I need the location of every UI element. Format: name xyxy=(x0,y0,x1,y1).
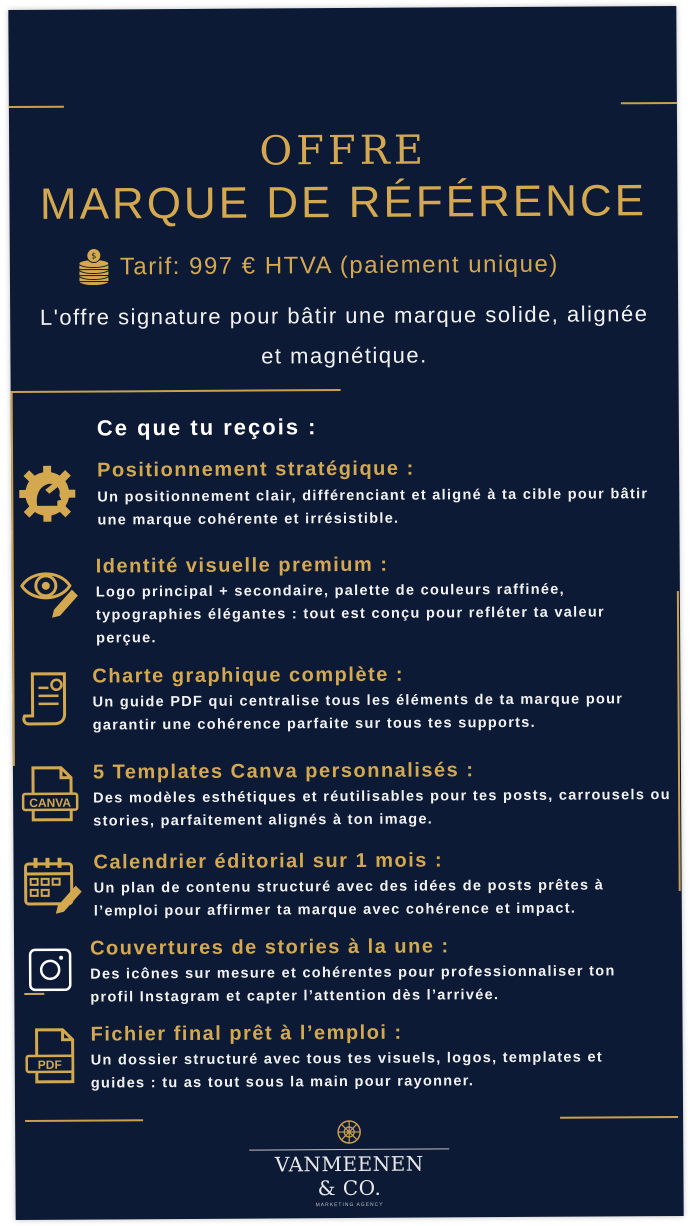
section-heading: Ce que tu reçois : xyxy=(96,414,318,441)
item-title: Charte graphique complète : xyxy=(92,663,405,688)
item-text: Un plan de contenu structuré avec des idées de posts prêtes à l’emploi pour affirmer ta marque avec cohérence et impact. xyxy=(93,877,605,920)
benefit-item xyxy=(12,662,680,734)
calendar-pencil-icon xyxy=(21,854,81,914)
item-text: Logo principal + secondaire, palette de couleurs raffinée, typographies élégantes : tout est conçu pour refléter ta valeur perçue. xyxy=(95,581,606,647)
svg-text:$: $ xyxy=(91,251,97,261)
canva-label: CANVA xyxy=(29,795,72,810)
item-title: Positionnement stratégique : xyxy=(97,457,415,482)
compass-emblem-icon xyxy=(334,1118,364,1146)
benefit-item xyxy=(13,758,681,830)
instagram-icon xyxy=(20,940,80,1000)
coins-icon xyxy=(76,247,112,287)
top-right-divider xyxy=(621,102,677,104)
item-title: Identité visuelle premium : xyxy=(95,553,389,578)
price-text: Tarif: 997 € HTVA (paiement unique) xyxy=(119,250,559,281)
item-title: 5 Templates Canva personnalisés : xyxy=(92,759,475,784)
benefit-item xyxy=(15,1020,683,1092)
item-title: Calendrier éditorial sur 1 mois : xyxy=(93,849,444,874)
item-text: Un dossier structuré avec tous tes visuels, logos, templates et guides : tu as tout sous la main pour rayonner. xyxy=(90,1049,603,1092)
eye-pencil-icon xyxy=(18,558,78,618)
logo-tagline: MARKETING AGENCY xyxy=(315,1201,384,1209)
section-left-border xyxy=(11,391,15,766)
item-text: Un guide PDF qui centralise tous les éléments de ta marque pour garantir une cohérence parfaite sur tous tes supports. xyxy=(92,691,624,734)
title-marque: MARQUE DE RÉFÉRENCE xyxy=(39,176,648,229)
offer-card xyxy=(8,6,683,1220)
section-top-divider xyxy=(11,389,341,393)
canva-file-icon xyxy=(21,764,81,824)
gear-head-icon xyxy=(17,462,77,522)
logo-line1: VANMEENEN xyxy=(274,1151,424,1177)
logo-line2: & CO. xyxy=(317,1175,382,1201)
item-text: Un positionnement clair, différenciant et aligné à ta cible pour bâtir une marque cohérente et irrésistible. xyxy=(97,486,649,529)
pdf-file-icon xyxy=(23,1026,83,1086)
item-title: Fichier final prêt à l’emploi : xyxy=(90,1021,403,1046)
certificate-scroll-icon xyxy=(18,668,78,728)
item-title: Couvertures de stories à la une : xyxy=(89,935,450,960)
subtitle: L'offre signature pour bâtir une marque solide, alignée et magnétique. xyxy=(39,301,649,369)
section-right-border xyxy=(677,591,681,891)
item-text: Des icônes sur mesure et cohérentes pour professionnaliser ton profil Instagram et capter l’attention dès l’arrivée. xyxy=(90,963,616,1006)
title-offre: OFFRE xyxy=(259,127,428,175)
brand-logo xyxy=(15,1116,684,1210)
top-left-divider xyxy=(9,106,64,108)
benefit-item xyxy=(13,848,681,920)
benefit-item xyxy=(12,552,680,647)
benefit-item xyxy=(11,456,679,529)
item-text: Des modèles esthétiques et réutilisables pour tes posts, carrousels ou stories, parfaitement alignés à ton image. xyxy=(93,787,671,830)
pdf-label: PDF xyxy=(37,1057,62,1072)
benefit-item xyxy=(14,934,682,1006)
